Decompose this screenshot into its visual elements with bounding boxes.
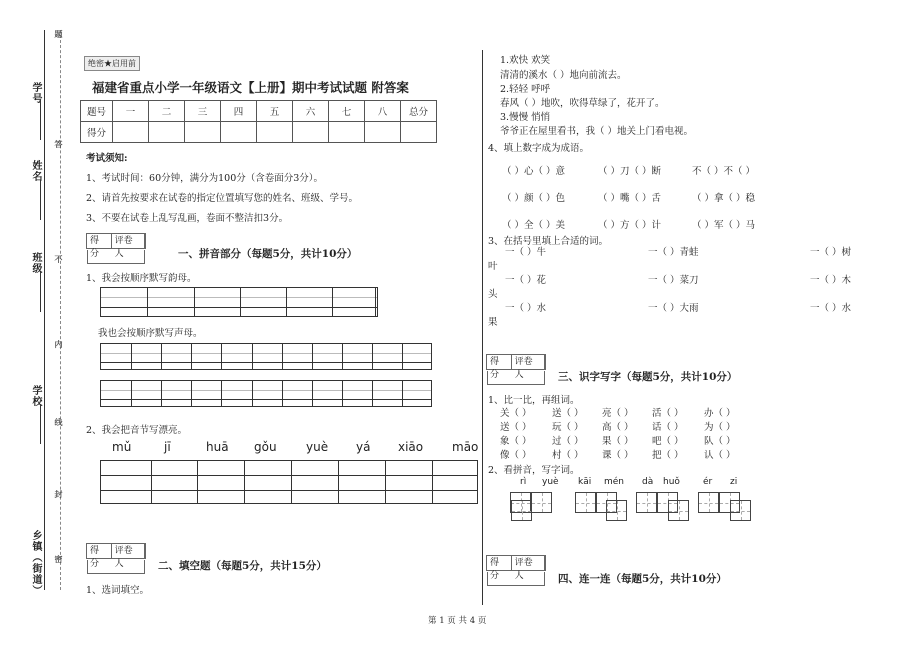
score-input-cell[interactable] bbox=[401, 122, 437, 143]
score-input-cell[interactable] bbox=[221, 122, 257, 143]
pinyin-syllable: gǒu bbox=[254, 440, 277, 454]
exam-title: 福建省重点小学一年级语文【上册】期中考试试题 附答案 bbox=[92, 80, 409, 95]
compare-word-blank[interactable]: 办（ ） bbox=[704, 408, 736, 419]
score-input-cell[interactable] bbox=[149, 122, 185, 143]
fill-word-line: 爷爷正在屋里看书，我（ ）地关上门看电视。 bbox=[500, 126, 694, 137]
score-cell: 一 bbox=[113, 101, 149, 122]
idiom-blank[interactable]: （ ）颜（ ）色 bbox=[502, 193, 566, 204]
compare-word-blank[interactable]: 把（ ） bbox=[652, 450, 684, 461]
section3-q2: 2、看拼音，写字词。 bbox=[488, 465, 580, 476]
idiom-blank[interactable]: （ ）拿（ ）稳 bbox=[692, 193, 756, 204]
score-cell: 六 bbox=[293, 101, 329, 122]
idiom-blank[interactable]: （ ）方（ ）计 bbox=[598, 220, 662, 231]
scorer-grader-label: 评卷人 bbox=[112, 544, 145, 558]
score-cell: 总分 bbox=[401, 101, 437, 122]
score-table-row-score bbox=[81, 122, 437, 143]
compare-word-blank[interactable]: 课（ ） bbox=[602, 450, 634, 461]
writing-grid-finals[interactable] bbox=[100, 287, 378, 317]
question-4-heading: 4、填上数字成为成语。 bbox=[488, 143, 590, 154]
pinyin-syllable: yuè bbox=[306, 440, 329, 454]
question-3-heading: 3、在括号里填上合适的词。 bbox=[488, 236, 609, 247]
fill-word-line: 1.欢快 欢笑 bbox=[500, 55, 551, 66]
notice-item: 2、请首先按要求在试卷的指定位置填写您的姓名、班级、学号。 bbox=[86, 193, 359, 204]
binding-label-name: 姓名 bbox=[30, 160, 41, 182]
score-input-cell[interactable] bbox=[185, 122, 221, 143]
section4-title: 四、连一连（每题5分，共计10分） bbox=[558, 573, 727, 585]
score-cell: 五 bbox=[257, 101, 293, 122]
compare-word-blank[interactable]: 象（ ） bbox=[500, 436, 532, 447]
compare-word-blank[interactable]: 过（ ） bbox=[552, 436, 584, 447]
scorer-score-label: 得分 bbox=[487, 556, 512, 570]
score-input-cell[interactable] bbox=[293, 122, 329, 143]
score-table bbox=[80, 100, 437, 143]
compare-word-blank[interactable]: 送（ ） bbox=[552, 408, 584, 419]
pinyin-syllable: xiāo bbox=[398, 440, 424, 454]
scorer-grader-label: 评卷人 bbox=[112, 234, 145, 248]
char-box[interactable] bbox=[531, 492, 552, 513]
compare-word-blank[interactable]: 吧（ ） bbox=[652, 436, 684, 447]
compare-word-blank[interactable]: 送（ ） bbox=[500, 422, 532, 433]
section1-q1: 1、我会按顺序默写韵母。 bbox=[86, 273, 197, 284]
scorer-box bbox=[86, 233, 146, 259]
fill-word-line: 2.轻轻 呼呼 bbox=[500, 84, 551, 95]
idiom-blank[interactable]: 不（ ）不（ ） bbox=[692, 166, 756, 177]
measure-word-blank[interactable]: 一（ ）树 bbox=[810, 247, 852, 258]
pinyin-label: yuè bbox=[542, 477, 559, 487]
compare-word-blank[interactable]: 关（ ） bbox=[500, 408, 532, 419]
binding-line bbox=[44, 30, 45, 590]
measure-word-blank[interactable]: 一（ ）牛 bbox=[505, 247, 547, 258]
fill-word-line: 清清的溪水（ ）地向前流去。 bbox=[500, 70, 627, 81]
page-divider bbox=[482, 50, 483, 605]
pinyin-label: kāi bbox=[578, 477, 592, 487]
section1-q2: 2、我会把音节写漂亮。 bbox=[86, 425, 188, 436]
compare-word-blank[interactable]: 玩（ ） bbox=[552, 422, 584, 433]
char-box[interactable] bbox=[575, 492, 596, 513]
notice-item: 1、考试时间：60分钟，满分为100分（含卷面分3分）。 bbox=[86, 173, 324, 184]
compare-word-blank[interactable]: 为（ ） bbox=[704, 422, 736, 433]
fill-word-line: 春风（ ）地吹，吹得草绿了，花开了。 bbox=[500, 98, 665, 109]
seal-char-da: 答 bbox=[54, 140, 64, 149]
char-box[interactable] bbox=[606, 500, 627, 521]
score-cell: 八 bbox=[365, 101, 401, 122]
pinyin-syllable: yá bbox=[356, 440, 371, 454]
score-cell: 二 bbox=[149, 101, 185, 122]
pinyin-label: rì bbox=[520, 477, 527, 487]
scorer-box bbox=[486, 354, 546, 380]
score-cell: 三 bbox=[185, 101, 221, 122]
scorer-score-label: 得分 bbox=[87, 234, 112, 248]
score-input-cell[interactable] bbox=[365, 122, 401, 143]
compare-word-blank[interactable]: 亮（ ） bbox=[602, 408, 634, 419]
fill-line-name bbox=[40, 180, 41, 220]
char-box[interactable] bbox=[636, 492, 657, 513]
seal-dotted-line bbox=[60, 30, 61, 590]
seal-char-feng: 封 bbox=[54, 490, 64, 499]
score-input-cell[interactable] bbox=[257, 122, 293, 143]
scorer-box bbox=[86, 543, 146, 569]
scorer-blank[interactable] bbox=[487, 371, 545, 385]
binding-label-class: 班级 bbox=[30, 252, 41, 274]
scorer-blank[interactable] bbox=[87, 560, 145, 574]
pinyin-syllable: huā bbox=[206, 440, 229, 454]
measure-word-blank[interactable]: 一（ ）菜刀 bbox=[648, 275, 699, 286]
measure-word-blank[interactable]: 一（ ）花 bbox=[505, 275, 547, 286]
page-footer: 第 1 页 共 4 页 bbox=[428, 616, 487, 626]
seal-char-xian: 线 bbox=[54, 418, 64, 427]
measure-word-blank[interactable]: 一（ ）大雨 bbox=[648, 303, 699, 314]
idiom-blank[interactable]: （ ）心（ ）意 bbox=[502, 166, 566, 177]
pinyin-label: ér bbox=[703, 477, 713, 487]
seal-char-ti: 题 bbox=[54, 30, 64, 39]
pinyin-syllable: jī bbox=[164, 440, 171, 454]
section3-q1: 1、比一比，再组词。 bbox=[488, 395, 580, 406]
pinyin-syllable: māo bbox=[452, 440, 479, 454]
wrap-char: 叶 bbox=[488, 261, 498, 272]
fill-line-class bbox=[40, 272, 41, 312]
scorer-blank[interactable] bbox=[87, 250, 145, 264]
score-input-cell[interactable] bbox=[113, 122, 149, 143]
char-box[interactable] bbox=[698, 492, 719, 513]
scorer-score-label: 得分 bbox=[487, 355, 512, 369]
pinyin-label: dà bbox=[642, 477, 654, 487]
scorer-grader-label: 评卷人 bbox=[512, 556, 545, 570]
secret-tag: 绝密★启用前 bbox=[84, 56, 140, 71]
wrap-char: 头 bbox=[488, 289, 498, 300]
wrap-char: 果 bbox=[488, 317, 498, 328]
writing-grid-initials-2[interactable] bbox=[100, 380, 432, 407]
scorer-score-label: 得分 bbox=[87, 544, 112, 558]
section3-title: 三、识字写字（每题5分，共计10分） bbox=[558, 371, 738, 383]
idiom-blank[interactable]: （ ）军（ ）马 bbox=[692, 220, 756, 231]
score-cell: 七 bbox=[329, 101, 365, 122]
compare-word-blank[interactable]: 话（ ） bbox=[652, 422, 684, 433]
compare-word-blank[interactable]: 果（ ） bbox=[602, 436, 634, 447]
fill-line-school bbox=[40, 404, 41, 444]
char-box[interactable] bbox=[730, 500, 751, 521]
scorer-grader-label: 评卷人 bbox=[512, 355, 545, 369]
pinyin-label: huǒ bbox=[663, 477, 680, 487]
compare-word-blank[interactable]: 队（ ） bbox=[704, 436, 736, 447]
notice-item: 3、不要在试卷上乱写乱画，卷面不整洁扣3分。 bbox=[86, 213, 289, 224]
compare-word-blank[interactable]: 认（ ） bbox=[704, 450, 736, 461]
pinyin-label: mén bbox=[604, 477, 625, 487]
compare-word-blank[interactable]: 活（ ） bbox=[652, 408, 684, 419]
writing-grid-syllables[interactable] bbox=[100, 460, 478, 504]
seal-char-bu: 不 bbox=[54, 255, 64, 264]
char-box[interactable] bbox=[511, 500, 532, 521]
writing-grid-initials-1[interactable] bbox=[100, 343, 432, 370]
char-box[interactable] bbox=[668, 500, 689, 521]
seal-char-nei: 内 bbox=[54, 340, 64, 349]
section1-title: 一、拼音部分（每题5分，共计10分） bbox=[178, 248, 358, 260]
notice-heading: 考试须知: bbox=[86, 153, 128, 164]
measure-word-blank[interactable]: 一（ ）水 bbox=[810, 303, 852, 314]
idiom-blank[interactable]: （ ）刀（ ）断 bbox=[598, 166, 662, 177]
scorer-blank[interactable] bbox=[487, 572, 545, 586]
measure-word-blank[interactable]: 一（ ）木 bbox=[810, 275, 852, 286]
pinyin-label: zi bbox=[730, 477, 738, 487]
score-cell: 四 bbox=[221, 101, 257, 122]
score-input-cell[interactable] bbox=[329, 122, 365, 143]
score-cell: 题号 bbox=[81, 101, 113, 122]
compare-word-blank[interactable]: 像（ ） bbox=[500, 450, 532, 461]
measure-word-blank[interactable]: 一（ ）水 bbox=[505, 303, 547, 314]
compare-word-blank[interactable]: 村（ ） bbox=[552, 450, 584, 461]
section2-title: 二、填空题（每题5分，共计15分） bbox=[158, 560, 327, 572]
score-table-row-header bbox=[81, 101, 437, 122]
seal-char-mi: 密 bbox=[54, 555, 64, 564]
fill-word-line: 3.慢慢 悄悄 bbox=[500, 112, 551, 123]
binding-label-school: 学校 bbox=[30, 385, 41, 407]
score-cell: 得分 bbox=[81, 122, 113, 143]
section2-q1: 1、选词填空。 bbox=[86, 585, 150, 596]
section1-q1b: 我也会按顺序默写声母。 bbox=[98, 328, 203, 339]
binding-label-student-id: 学号 bbox=[30, 82, 41, 104]
idiom-blank[interactable]: （ ）全（ ）美 bbox=[502, 220, 566, 231]
pinyin-syllable: mǔ bbox=[112, 440, 132, 454]
fill-line-student-id bbox=[40, 100, 41, 140]
idiom-blank[interactable]: （ ）嘴（ ）舌 bbox=[598, 193, 662, 204]
measure-word-blank[interactable]: 一（ ）青蛙 bbox=[648, 247, 699, 258]
binding-label-township: 乡镇（街道） bbox=[30, 530, 41, 596]
scorer-box bbox=[486, 555, 546, 581]
compare-word-blank[interactable]: 高（ ） bbox=[602, 422, 634, 433]
